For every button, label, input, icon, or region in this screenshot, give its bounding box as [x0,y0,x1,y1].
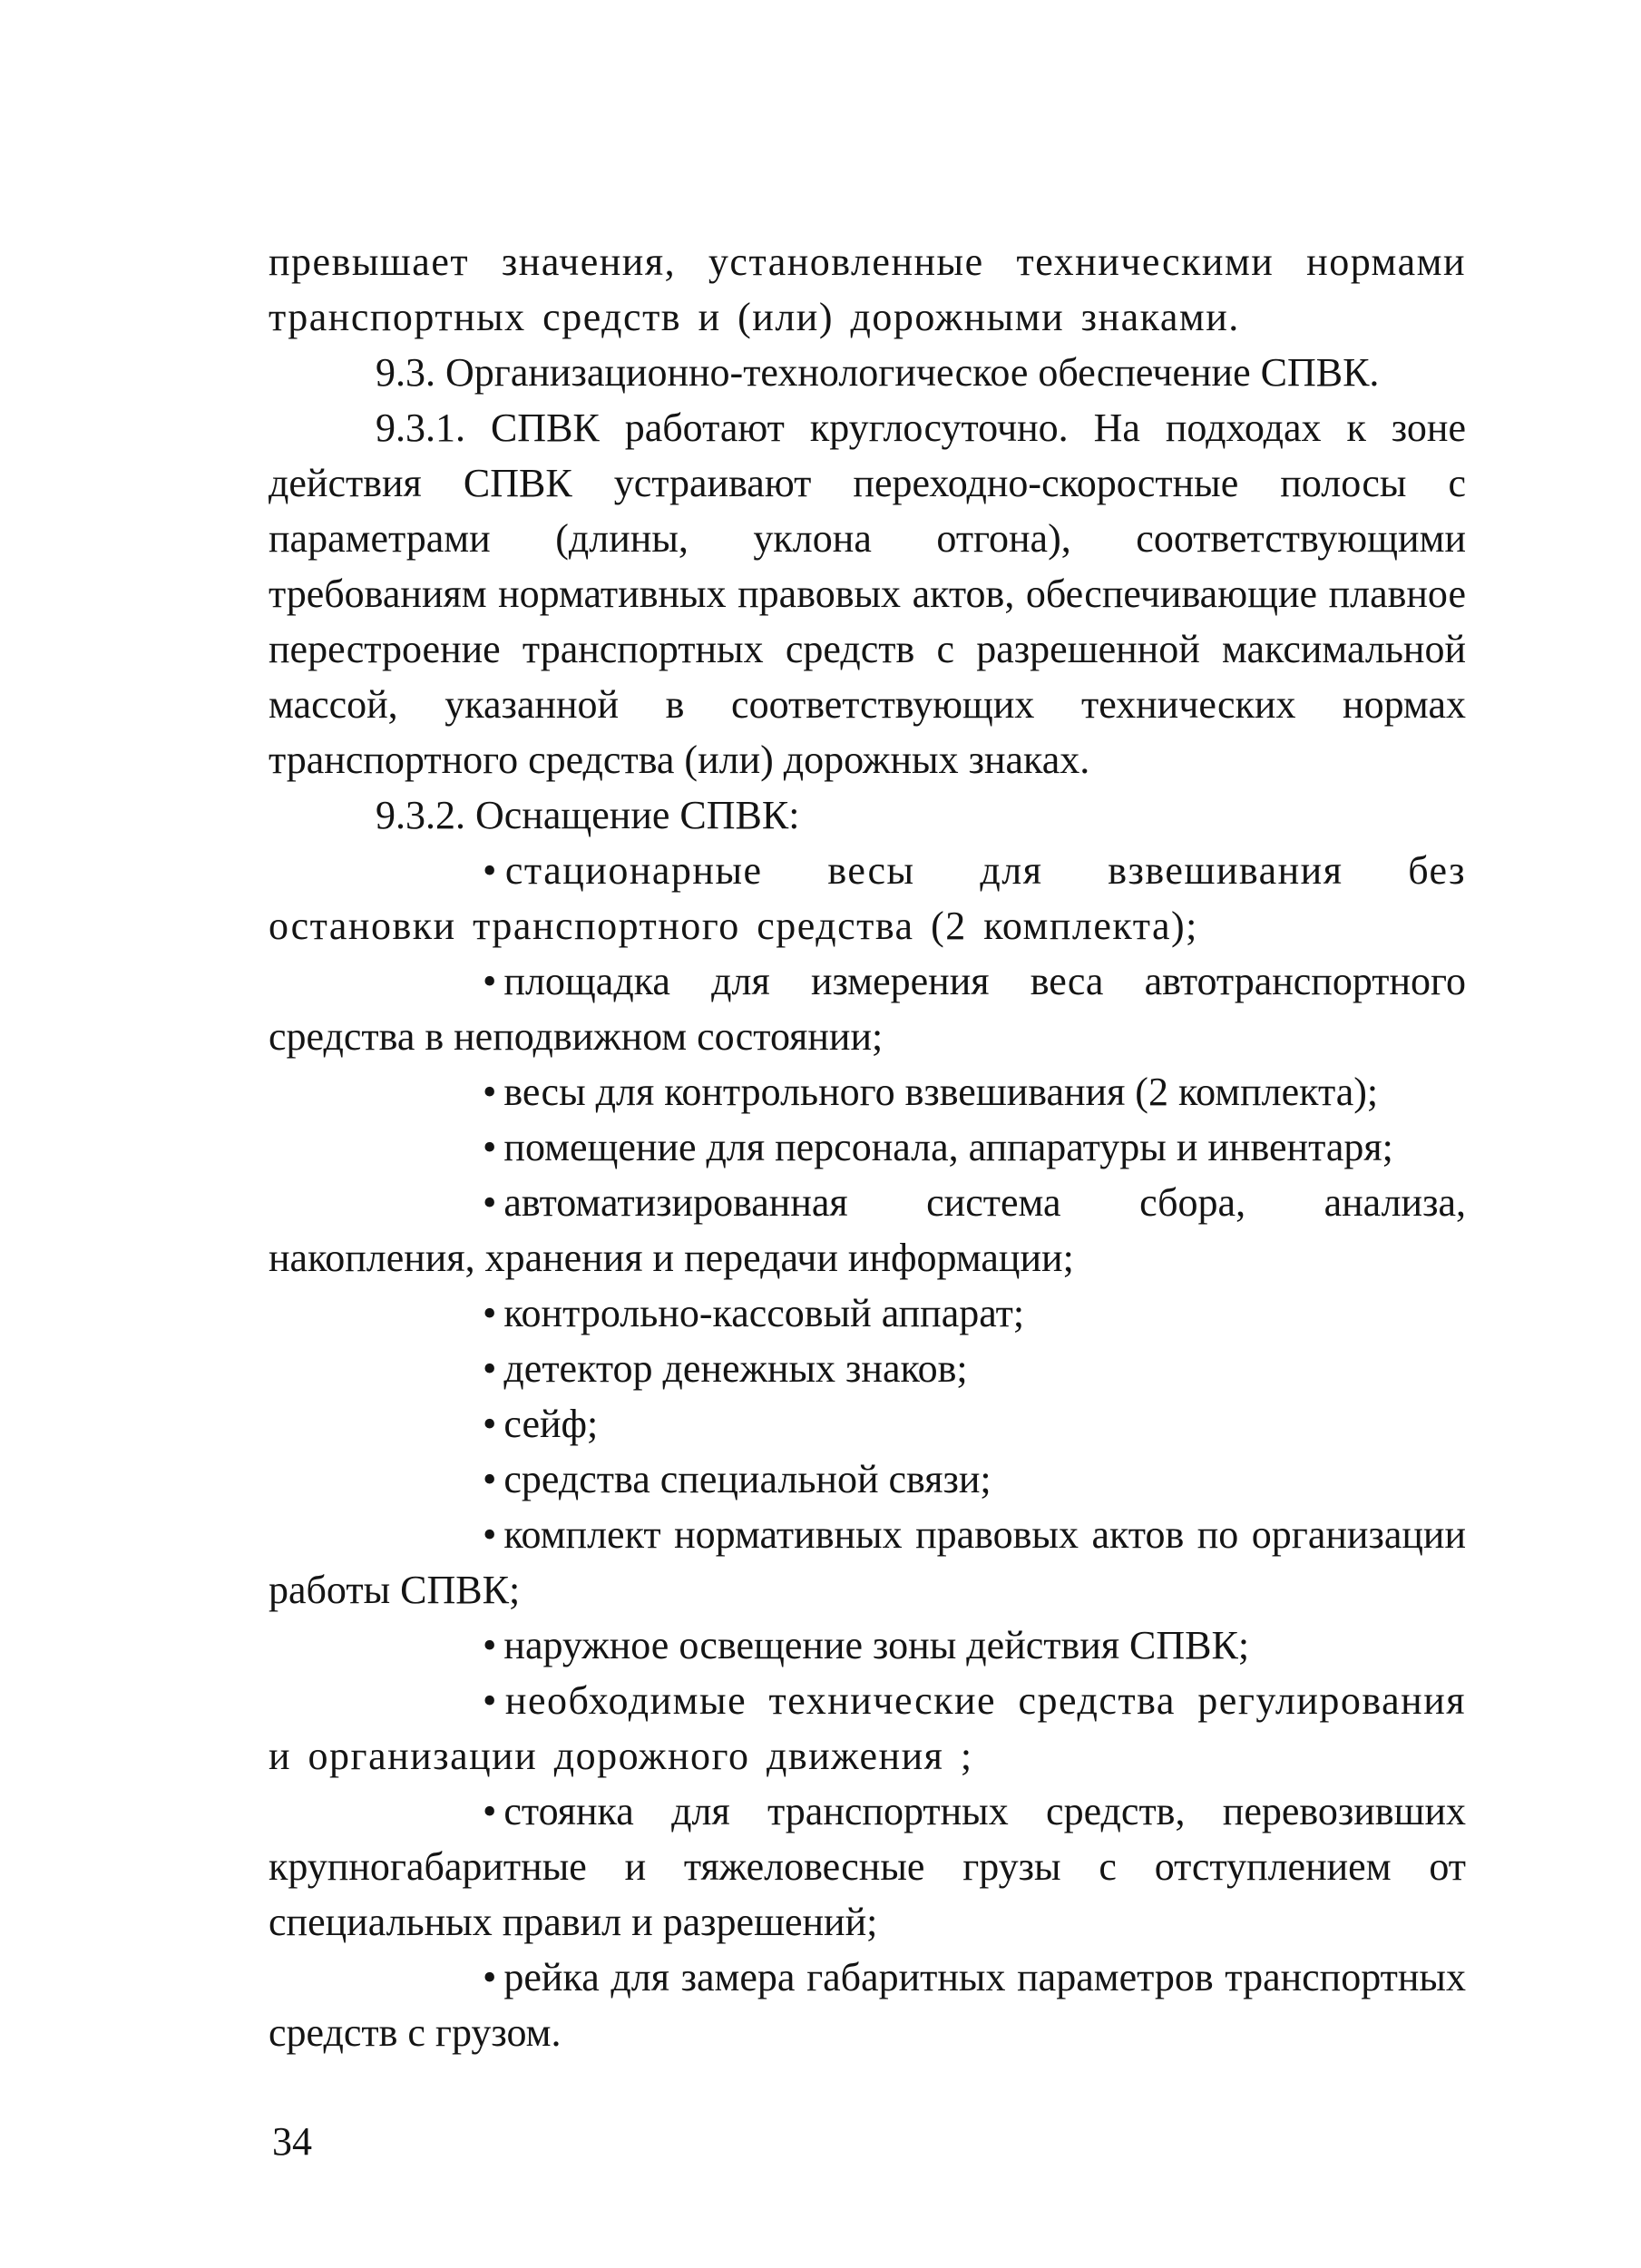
list-item [269,953,1466,1064]
paragraph-9-3-1: 9.3.1. СПВК работают круглосуточно. На подходах к зоне действия СПВК устраивают переходно-скоростные полосы с параметрами (длины, уклона отгона), соответствующими требованиям нормативных правовых актов, обеспечивающие плавное перестроение транспортных средств с разрешенной максимальной массой, указанной в соответствующих технических нормах транспортного средства (или) дорожных знаках. [269,406,1466,782]
bullet-icon: • [483,1623,497,1667]
paragraph-continuation: превышает значения, установленные техническими нормами транспортных средств и (или) дорожными знаками. [269,240,1466,339]
list-item-text: комплект нормативных правовых актов по организации работы СПВК; [269,1512,1466,1612]
section-heading-9-3: 9.3. Организационно-технологическое обеспечение СПВК. [376,350,1380,395]
list-item [269,1286,1466,1341]
list-item-text: помещение для персонала, аппаратуры и инвентаря; [503,1125,1393,1169]
bullet-icon: • [483,848,498,893]
list-item-text: средства специальной связи; [503,1457,991,1501]
paragraph-9-3-2: 9.3.2. Оснащение СПВК: [376,793,800,837]
list-item [269,1064,1466,1119]
list-item-text: детектор денежных знаков; [503,1346,968,1391]
bullet-icon: • [483,1512,497,1557]
bullet-icon: • [483,1070,497,1114]
list-item-text: площадка для измерения веса автотранспортного средства в неподвижном состоянии; [269,959,1466,1059]
bullet-icon: • [483,1789,497,1833]
list-item-text: необходимые технические средства регулирования и организации дорожного движения ; [269,1678,1466,1778]
list-item-text: стоянка для транспортных средств, перевозивших крупногабаритные и тяжеловесные грузы с отступлением от специальных правил и разрешений; [269,1789,1466,1944]
list-item-text: сейф; [503,1402,599,1446]
list-item [269,1175,1466,1286]
bullet-icon: • [483,1955,497,1999]
bullet-icon: • [483,1125,497,1169]
list-item [269,1507,1466,1618]
list-item-text: контрольно-кассовый аппарат; [503,1291,1025,1335]
bullet-icon: • [483,1457,497,1501]
list-item [269,1452,1466,1507]
bullet-icon: • [483,1180,497,1225]
list-item-text: стационарные весы для взвешивания без остановки транспортного средства (2 комплекта); [269,848,1466,948]
bullet-icon: • [483,1291,497,1335]
list-item [269,1618,1466,1673]
list-item [269,1341,1466,1396]
list-item-text: рейка для замера габаритных параметров транспортных средств с грузом. [269,1955,1466,2055]
bullet-icon: • [483,959,497,1003]
body-text [269,234,1466,2060]
list-item-text: весы для контрольного взвешивания (2 комплекта); [503,1070,1379,1114]
list-item [269,1784,1466,1950]
list-item-text: наружное освещение зоны действия СПВК; [503,1623,1250,1667]
list-item-text: автоматизированная система сбора, анализа, накопления, хранения и передачи информации; [269,1180,1466,1280]
list-item [269,1396,1466,1452]
bullet-icon: • [483,1678,498,1723]
page-number: 34 [272,2119,312,2164]
bullet-icon: • [483,1346,497,1391]
list-item [269,843,1466,953]
list-item [269,1950,1466,2060]
bullet-icon: • [483,1402,497,1446]
list-item [269,1673,1466,1784]
list-item [269,1119,1466,1175]
